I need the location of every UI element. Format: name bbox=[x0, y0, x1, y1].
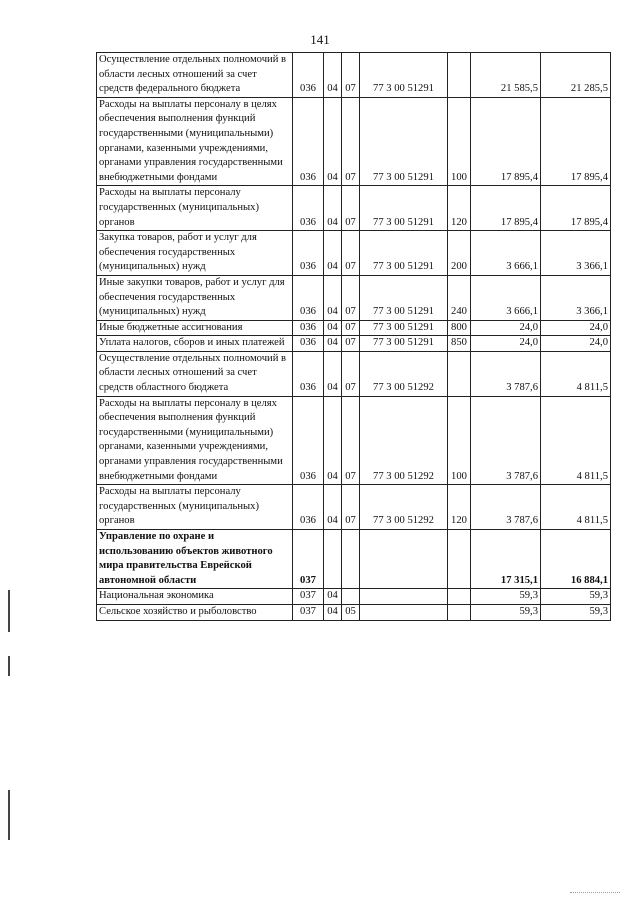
subsection-code-cell: 05 bbox=[342, 604, 360, 620]
target-article-cell: 77 3 00 51292 bbox=[360, 396, 448, 485]
row-name-cell: Уплата налогов, сборов и иных платежей bbox=[97, 336, 293, 352]
page-number: 141 bbox=[310, 32, 330, 47]
ved-code-cell: 036 bbox=[293, 97, 324, 186]
expense-type-cell: 200 bbox=[448, 231, 471, 276]
expense-type-cell bbox=[448, 604, 471, 620]
expense-type-cell bbox=[448, 53, 471, 98]
amount-year2-cell: 17 895,4 bbox=[541, 97, 611, 186]
amount-year1-cell: 59,3 bbox=[471, 589, 541, 605]
ved-code-cell: 036 bbox=[293, 485, 324, 530]
section-code-cell: 04 bbox=[324, 186, 342, 231]
target-article-cell: 77 3 00 51292 bbox=[360, 351, 448, 396]
amount-year1-cell: 17 895,4 bbox=[471, 97, 541, 186]
table-row bbox=[97, 275, 611, 320]
amount-year2-cell: 59,3 bbox=[541, 589, 611, 605]
subsection-code-cell: 07 bbox=[342, 231, 360, 276]
table-row bbox=[97, 604, 611, 620]
section-code-cell: 04 bbox=[324, 320, 342, 336]
target-article-cell: 77 3 00 51292 bbox=[360, 485, 448, 530]
row-name-cell: Расходы на выплаты персоналу государственных (муниципальных) органов bbox=[97, 485, 293, 530]
row-name-cell: Расходы на выплаты персоналу в целях обеспечения выполнения функций государственными (муниципальными) органами, казенными учреждениями, органами управления государственными внебюджетными фондами bbox=[97, 396, 293, 485]
ved-code-cell: 036 bbox=[293, 53, 324, 98]
scan-margin-mark bbox=[8, 790, 10, 840]
amount-year2-cell: 17 895,4 bbox=[541, 186, 611, 231]
amount-year2-cell: 21 285,5 bbox=[541, 53, 611, 98]
section-code-cell: 04 bbox=[324, 336, 342, 352]
table-row bbox=[97, 336, 611, 352]
amount-year1-cell: 3 666,1 bbox=[471, 231, 541, 276]
table-row bbox=[97, 351, 611, 396]
amount-year2-cell: 24,0 bbox=[541, 336, 611, 352]
target-article-cell: 77 3 00 51291 bbox=[360, 186, 448, 231]
table-row bbox=[97, 186, 611, 231]
amount-year2-cell: 59,3 bbox=[541, 604, 611, 620]
expense-type-cell: 800 bbox=[448, 320, 471, 336]
section-code-cell: 04 bbox=[324, 97, 342, 186]
section-code-cell: 04 bbox=[324, 396, 342, 485]
target-article-cell: 77 3 00 51291 bbox=[360, 97, 448, 186]
subsection-code-cell bbox=[342, 530, 360, 589]
expense-type-cell: 120 bbox=[448, 186, 471, 231]
section-code-cell: 04 bbox=[324, 485, 342, 530]
expense-type-cell: 100 bbox=[448, 97, 471, 186]
subsection-code-cell: 07 bbox=[342, 186, 360, 231]
scan-margin-mark bbox=[8, 656, 10, 676]
section-code-cell bbox=[324, 530, 342, 589]
row-name-cell: Управление по охране и использованию объектов животного мира правительства Еврейской автономной области bbox=[97, 530, 293, 589]
target-article-cell bbox=[360, 530, 448, 589]
amount-year2-cell: 3 366,1 bbox=[541, 231, 611, 276]
amount-year2-cell: 4 811,5 bbox=[541, 396, 611, 485]
amount-year1-cell: 3 666,1 bbox=[471, 275, 541, 320]
ved-code-cell: 036 bbox=[293, 351, 324, 396]
row-name-cell: Иные бюджетные ассигнования bbox=[97, 320, 293, 336]
ved-code-cell: 037 bbox=[293, 530, 324, 589]
budget-table-body bbox=[97, 53, 611, 621]
table-row bbox=[97, 485, 611, 530]
subsection-code-cell: 07 bbox=[342, 485, 360, 530]
table-row bbox=[97, 530, 611, 589]
amount-year2-cell: 3 366,1 bbox=[541, 275, 611, 320]
subsection-code-cell: 07 bbox=[342, 97, 360, 186]
section-code-cell: 04 bbox=[324, 589, 342, 605]
section-code-cell: 04 bbox=[324, 351, 342, 396]
amount-year1-cell: 3 787,6 bbox=[471, 485, 541, 530]
row-name-cell: Национальная экономика bbox=[97, 589, 293, 605]
row-name-cell: Расходы на выплаты персоналу государственных (муниципальных) органов bbox=[97, 186, 293, 231]
amount-year2-cell: 16 884,1 bbox=[541, 530, 611, 589]
target-article-cell: 77 3 00 51291 bbox=[360, 320, 448, 336]
expense-type-cell bbox=[448, 351, 471, 396]
amount-year1-cell: 59,3 bbox=[471, 604, 541, 620]
target-article-cell: 77 3 00 51291 bbox=[360, 275, 448, 320]
target-article-cell: 77 3 00 51291 bbox=[360, 336, 448, 352]
target-article-cell: 77 3 00 51291 bbox=[360, 53, 448, 98]
ved-code-cell: 036 bbox=[293, 231, 324, 276]
amount-year1-cell: 3 787,6 bbox=[471, 396, 541, 485]
expense-type-cell bbox=[448, 589, 471, 605]
section-code-cell: 04 bbox=[324, 275, 342, 320]
row-name-cell: Осуществление отдельных полномочий в области лесных отношений за счет средств областного бюджета bbox=[97, 351, 293, 396]
section-code-cell: 04 bbox=[324, 53, 342, 98]
budget-table bbox=[96, 52, 611, 621]
ved-code-cell: 037 bbox=[293, 589, 324, 605]
amount-year2-cell: 4 811,5 bbox=[541, 351, 611, 396]
ved-code-cell: 036 bbox=[293, 186, 324, 231]
row-name-cell: Сельское хозяйство и рыболовство bbox=[97, 604, 293, 620]
target-article-cell: 77 3 00 51291 bbox=[360, 231, 448, 276]
expense-type-cell: 240 bbox=[448, 275, 471, 320]
amount-year2-cell: 4 811,5 bbox=[541, 485, 611, 530]
target-article-cell bbox=[360, 604, 448, 620]
subsection-code-cell: 07 bbox=[342, 396, 360, 485]
expense-type-cell: 100 bbox=[448, 396, 471, 485]
row-name-cell: Осуществление отдельных полномочий в области лесных отношений за счет средств федерального бюджета bbox=[97, 53, 293, 98]
amount-year1-cell: 17 895,4 bbox=[471, 186, 541, 231]
ved-code-cell: 037 bbox=[293, 604, 324, 620]
expense-type-cell: 850 bbox=[448, 336, 471, 352]
subsection-code-cell: 07 bbox=[342, 275, 360, 320]
target-article-cell bbox=[360, 589, 448, 605]
subsection-code-cell: 07 bbox=[342, 351, 360, 396]
row-name-cell: Закупка товаров, работ и услуг для обеспечения государственных (муниципальных) нужд bbox=[97, 231, 293, 276]
table-row bbox=[97, 396, 611, 485]
table-row bbox=[97, 320, 611, 336]
ved-code-cell: 036 bbox=[293, 336, 324, 352]
table-row bbox=[97, 97, 611, 186]
amount-year1-cell: 17 315,1 bbox=[471, 530, 541, 589]
table-row bbox=[97, 589, 611, 605]
scan-margin-mark bbox=[8, 590, 10, 632]
ved-code-cell: 036 bbox=[293, 275, 324, 320]
ved-code-cell: 036 bbox=[293, 396, 324, 485]
expense-type-cell: 120 bbox=[448, 485, 471, 530]
table-row bbox=[97, 231, 611, 276]
amount-year1-cell: 21 585,5 bbox=[471, 53, 541, 98]
amount-year2-cell: 24,0 bbox=[541, 320, 611, 336]
ved-code-cell: 036 bbox=[293, 320, 324, 336]
subsection-code-cell bbox=[342, 589, 360, 605]
section-code-cell: 04 bbox=[324, 231, 342, 276]
amount-year1-cell: 24,0 bbox=[471, 320, 541, 336]
section-code-cell: 04 bbox=[324, 604, 342, 620]
row-name-cell: Иные закупки товаров, работ и услуг для обеспечения государственных (муниципальных) нужд bbox=[97, 275, 293, 320]
table-row bbox=[97, 53, 611, 98]
subsection-code-cell: 07 bbox=[342, 336, 360, 352]
amount-year1-cell: 3 787,6 bbox=[471, 351, 541, 396]
expense-type-cell bbox=[448, 530, 471, 589]
subsection-code-cell: 07 bbox=[342, 320, 360, 336]
subsection-code-cell: 07 bbox=[342, 53, 360, 98]
scan-noise bbox=[570, 892, 620, 893]
row-name-cell: Расходы на выплаты персоналу в целях обеспечения выполнения функций государственными (муниципальными) органами, казенными учреждениями, органами управления государственными внебюджетными фондами bbox=[97, 97, 293, 186]
amount-year1-cell: 24,0 bbox=[471, 336, 541, 352]
